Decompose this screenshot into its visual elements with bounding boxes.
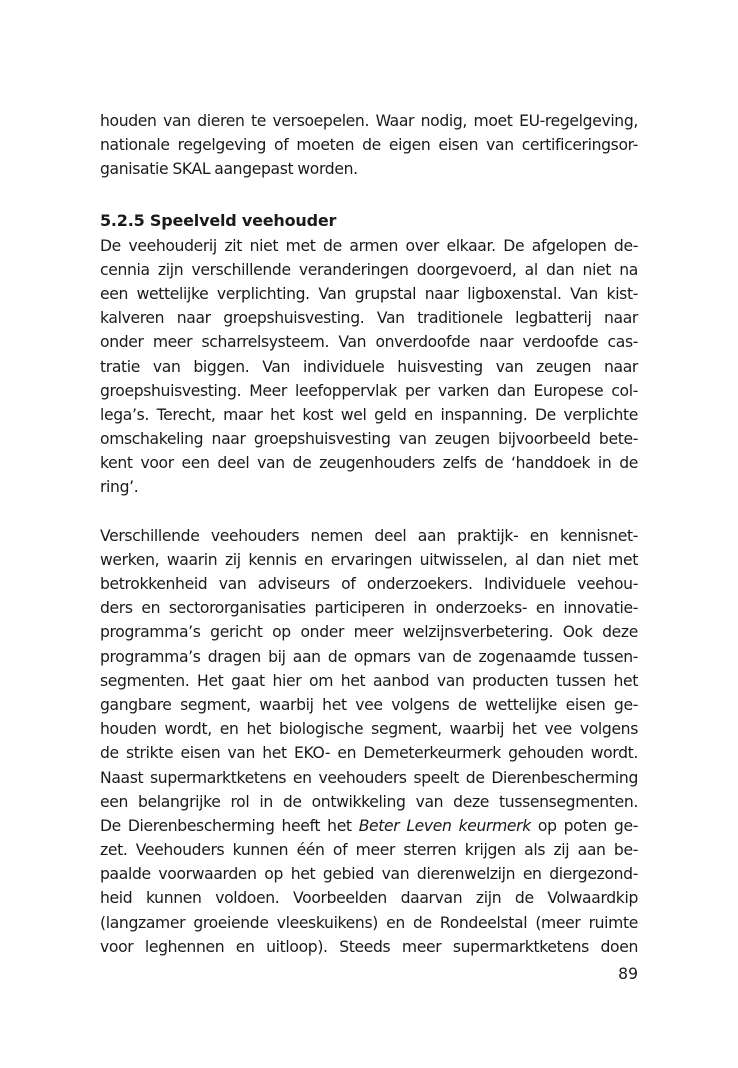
- section-heading: 5.2.5 Speelveld veehouder: [100, 210, 337, 230]
- text-line: zet. Veehouders kunnen één of meer sterren krijgen als zij aan be-: [100, 841, 638, 860]
- text-line: nationale regelgeving of moeten de eigen eisen van certificeringsor-: [100, 136, 638, 155]
- text-line: ders en sectororganisaties participeren in onderzoeks- en innovatie-: [100, 599, 638, 618]
- paragraph-gap: [100, 500, 638, 524]
- text-line: de strikte eisen van het EKO- en Demeterkeurmerk gehouden wordt.: [100, 744, 638, 763]
- text-line: lega’s. Terecht, maar het kost wel geld en inspanning. De verplichte: [100, 405, 638, 424]
- text-line: cennia zijn verschillende veranderingen doorgevoerd, al dan niet na: [100, 260, 638, 279]
- text-line: ganisatie SKAL aangepast worden.: [100, 160, 358, 179]
- text-line: gangbare segment, waarbij het vee volgens de wettelijke eisen ge-: [100, 695, 638, 714]
- page-number: 89: [618, 965, 638, 983]
- page-body: [100, 109, 638, 959]
- paragraph-veehouderij: [100, 234, 638, 500]
- keurmerk-name: Beter Leven keurmerk: [358, 816, 531, 835]
- paragraph-intro: [100, 109, 638, 182]
- text-line: werken, waarin zij kennis en ervaringen uitwisselen, al dan niet met: [100, 550, 638, 569]
- text-line: houden wordt, en het biologische segment, waarbij het vee volgens: [100, 720, 638, 739]
- text-line: heid kunnen voldoen. Voorbeelden daarvan zijn de Volwaardkip: [100, 889, 638, 908]
- text-line-keurmerk: [100, 814, 638, 838]
- text-line: programma’s gericht op onder meer welzijnsverbetering. Ook deze: [100, 623, 638, 642]
- text-line: programma’s dragen bij aan de opmars van de zogenaamde tussen-: [100, 647, 638, 666]
- text-line: ring’.: [100, 478, 139, 497]
- text-line: segmenten. Het gaat hier om het aanbod van producten tussen het: [100, 671, 638, 690]
- text-line: omschakeling naar groepshuisvesting van zeugen bijvoorbeeld bete-: [100, 430, 638, 449]
- text-line: betrokkenheid van adviseurs of onderzoekers. Individuele veehou-: [100, 575, 638, 593]
- text-fragment: op poten ge-: [530, 816, 638, 835]
- text-line: voor leghennen en uitloop). Steeds meer supermarktketens doen: [100, 937, 638, 956]
- text-line: onder meer scharrelsysteem. Van onverdoofde naar verdoofde cas-: [100, 333, 638, 352]
- text-line: De veehouderij zit niet met de armen over elkaar. De afgelopen de-: [100, 236, 638, 255]
- text-line: tratie van biggen. Van individuele huisvesting van zeugen naar: [100, 357, 638, 376]
- text-line: Naast supermarktketens en veehouders speelt de Dierenbescherming: [100, 768, 638, 787]
- text-line: kent voor een deel van de zeugenhouders zelfs de ‘handdoek in de: [100, 454, 638, 473]
- text-fragment: De Dierenbescherming heeft het: [100, 816, 359, 835]
- paragraph-veehouders: [100, 524, 638, 959]
- text-line: houden van dieren te versoepelen. Waar nodig, moet EU-regelgeving,: [100, 112, 638, 130]
- text-line: kalveren naar groepshuisvesting. Van traditionele legbatterij naar: [100, 309, 638, 328]
- text-line: paalde voorwaarden op het gebied van dierenwelzijn en diergezond-: [100, 865, 638, 884]
- text-line: een belangrijke rol in de ontwikkeling van deze tussensegmenten.: [100, 792, 638, 811]
- text-line: groepshuisvesting. Meer leefoppervlak per varken dan Europese col-: [100, 381, 638, 400]
- text-line: (langzamer groeiende vleeskuikens) en de Rondeelstal (meer ruimte: [100, 913, 638, 932]
- text-line: een wettelijke verplichting. Van grupstal naar ligboxenstal. Van kist-: [100, 284, 638, 303]
- text-line: Verschillende veehouders nemen deel aan praktijk- en kennisnet-: [100, 526, 638, 545]
